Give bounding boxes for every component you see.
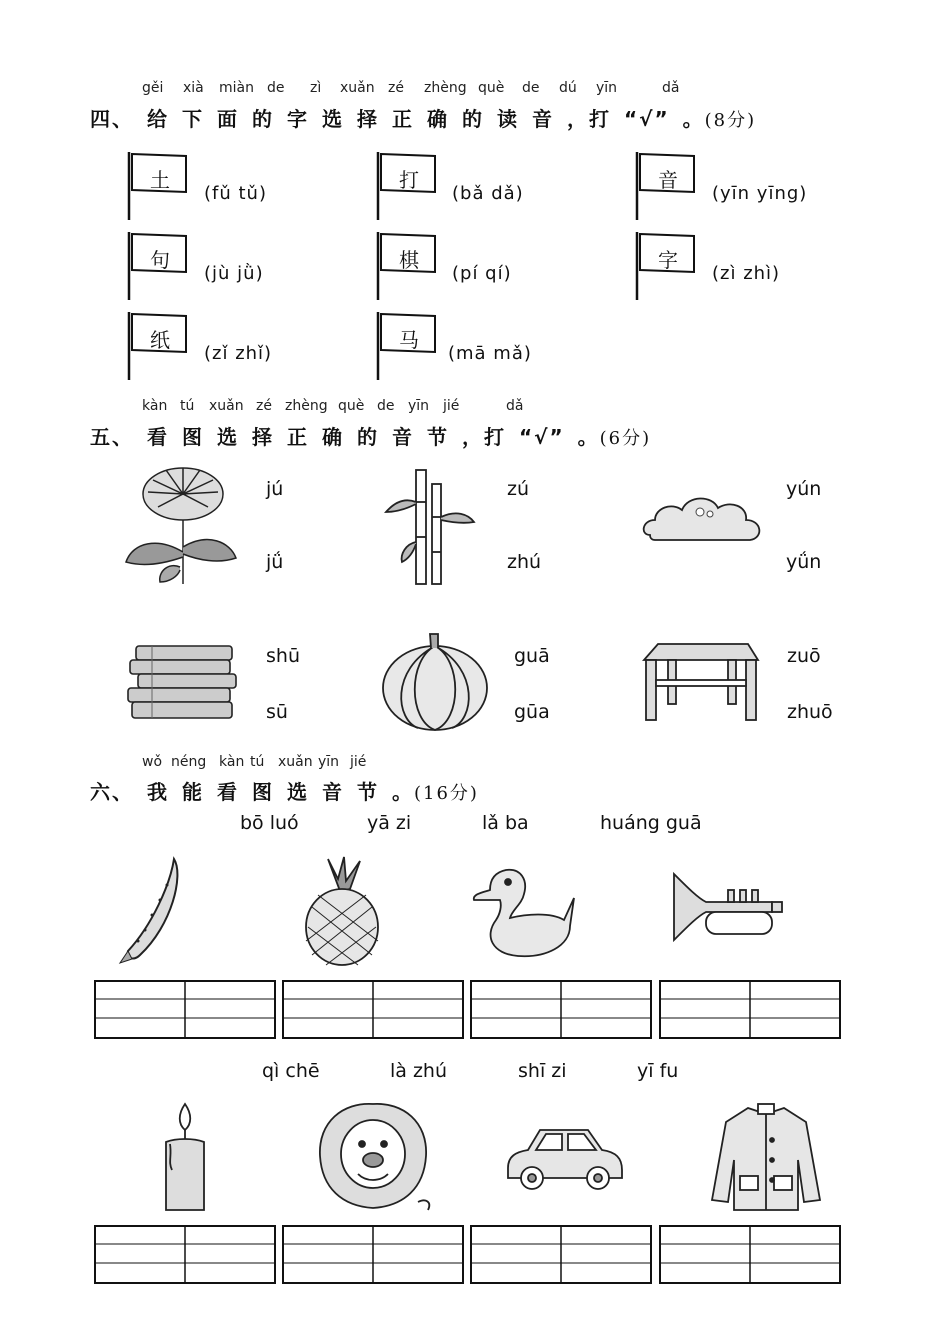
pinyin: zì [310,80,322,96]
section-number: 五、 [90,425,134,449]
word-option: shī zi [518,1060,567,1082]
writing-grid[interactable] [659,1225,839,1282]
title-char: ，打 [567,107,611,131]
section-number: 四、 [90,107,134,131]
title-char: 正 [287,425,309,449]
word-option: yī fu [637,1060,679,1082]
pinyin-options[interactable]: (pí qí) [452,263,512,284]
word-option: huáng guā [600,812,702,834]
pinyin: tú [180,398,195,414]
trumpet-icon [668,868,788,948]
flag-char: 句 [150,248,170,272]
writing-grid[interactable] [470,1225,650,1282]
char-flag [632,150,712,222]
candle-icon [150,1100,220,1215]
syllable-option[interactable]: zú [507,478,530,500]
title-char: 的 [357,425,379,449]
title-char: 图 [182,425,204,449]
word-option: lǎ ba [482,812,529,834]
writing-grid[interactable] [282,1225,462,1282]
section-6-title [90,776,479,805]
title-char: 确 [427,107,449,131]
pinyin: néng [171,754,207,770]
pinyin: de [267,80,285,96]
car-icon [500,1120,628,1195]
pinyin: dú [559,80,577,96]
title-char: “√” [624,107,670,131]
title-char: 择 [357,107,379,131]
title-char: 节 [427,425,449,449]
pinyin: què [478,80,505,96]
pinyin-options[interactable]: (bǎ dǎ) [452,183,524,204]
title-char: 字 [287,107,309,131]
title-char: 确 [322,425,344,449]
title-char: 节 [357,780,379,804]
jacket-icon [708,1100,823,1215]
title-char: 看 [147,425,169,449]
pinyin: zhèng [424,80,467,96]
title-char: ，打 [462,425,506,449]
score: (8分) [704,110,757,131]
writing-grid[interactable] [282,980,462,1037]
title-char: 的 [252,107,274,131]
syllable-option[interactable]: zuō [787,645,821,667]
title-char: 音 [322,780,344,804]
title-char: 选 [287,780,309,804]
chrysanthemum-icon [118,462,248,587]
flag-char: 打 [399,168,419,192]
title-char: 正 [392,107,414,131]
syllable-option[interactable]: zhú [507,551,542,573]
char-flag [124,230,204,302]
flag-char: 字 [658,248,678,272]
title-char: “√” [519,425,565,449]
pinyin: de [377,398,395,414]
title-char: 看 [217,780,239,804]
title-char: 择 [252,425,274,449]
section-5-title [90,421,651,450]
pinyin: xuǎn [278,754,313,770]
char-flag [632,230,712,302]
pinyin-options[interactable]: (fǔ tǔ) [204,183,267,204]
word-option: qì chē [262,1060,320,1082]
cloud-icon [640,490,770,550]
syllable-option[interactable]: gūa [514,701,550,723]
char-flag [373,310,453,382]
pinyin: zhèng [285,398,328,414]
flag-char: 纸 [150,328,170,352]
lion-icon [308,1098,438,1216]
cucumber-icon [112,855,192,970]
section-4-title [90,103,756,132]
title-char: 给 [147,107,169,131]
pinyin: kàn [142,398,168,414]
pinyin: què [338,398,365,414]
syllable-option[interactable]: guā [514,645,550,667]
syllable-option[interactable]: jú [266,478,284,500]
bamboo-icon [378,462,478,587]
writing-grid[interactable] [470,980,650,1037]
pinyin: xià [183,80,204,96]
writing-grid[interactable] [94,1225,274,1282]
pinyin-options[interactable]: (zì zhì) [712,263,781,284]
pinyin: miàn [219,80,254,96]
score: (6分) [599,428,652,449]
pinyin: dǎ [506,398,524,414]
pinyin: gěi [142,80,164,96]
syllable-option[interactable]: jǘ [266,551,284,573]
pinyin: yīn [318,754,340,770]
pinyin: yīn [408,398,430,414]
writing-grid[interactable] [659,980,839,1037]
pinyin: zé [256,398,272,414]
pinyin: jié [443,398,460,414]
melon-icon [378,630,493,732]
title-char: 的 [462,107,484,131]
title-char: 图 [252,780,274,804]
pinyin: dǎ [662,80,680,96]
syllable-option[interactable]: zhuō [787,701,833,723]
pinyin-options[interactable]: (zǐ zhǐ) [204,343,273,364]
title-char: 。 [392,780,414,804]
title-char: 能 [182,780,204,804]
pinyin-options[interactable]: (jù jǜ) [204,263,264,284]
syllable-option[interactable]: sū [266,701,288,723]
pinyin: jié [350,754,367,770]
pinyin: xuǎn [340,80,375,96]
flag-char: 马 [399,328,419,352]
score: (16分) [414,783,479,804]
flag-char: 音 [658,168,678,192]
char-flag [124,310,204,382]
pinyin: zé [388,80,404,96]
title-char: 面 [217,107,239,131]
title-char: 读 [497,107,519,131]
pinyin: yīn [596,80,618,96]
word-option: bō luó [240,812,299,834]
table-icon [638,640,762,725]
flag-char: 土 [150,168,170,192]
word-option: yā zi [367,812,412,834]
char-flag [124,150,204,222]
pinyin: xuǎn [209,398,244,414]
title-char: 音 [532,107,554,131]
books-icon [122,640,244,725]
pinyin: wǒ [142,754,163,770]
pinyin: kàn [219,754,245,770]
flag-char: 棋 [399,248,419,272]
title-char: 选 [322,107,344,131]
title-char: 。 [682,107,705,131]
syllable-option[interactable]: yǘn [786,551,822,573]
char-flag [373,230,453,302]
title-char: 。 [577,425,600,449]
title-char: 选 [217,425,239,449]
title-char: 下 [182,107,204,131]
writing-grid[interactable] [94,980,274,1037]
pinyin-options[interactable]: (yīn yīng) [712,183,808,204]
pineapple-icon [298,855,383,970]
title-char: 音 [392,425,414,449]
syllable-option[interactable]: shū [266,645,300,667]
pinyin: de [522,80,540,96]
word-option: là zhú [390,1060,448,1082]
pinyin: tú [250,754,265,770]
char-flag [373,150,453,222]
duck-icon [466,860,581,965]
pinyin-options[interactable]: (mā mǎ) [448,343,532,364]
title-char: 我 [147,780,169,804]
section-number: 六、 [90,780,134,804]
syllable-option[interactable]: yún [786,478,822,500]
